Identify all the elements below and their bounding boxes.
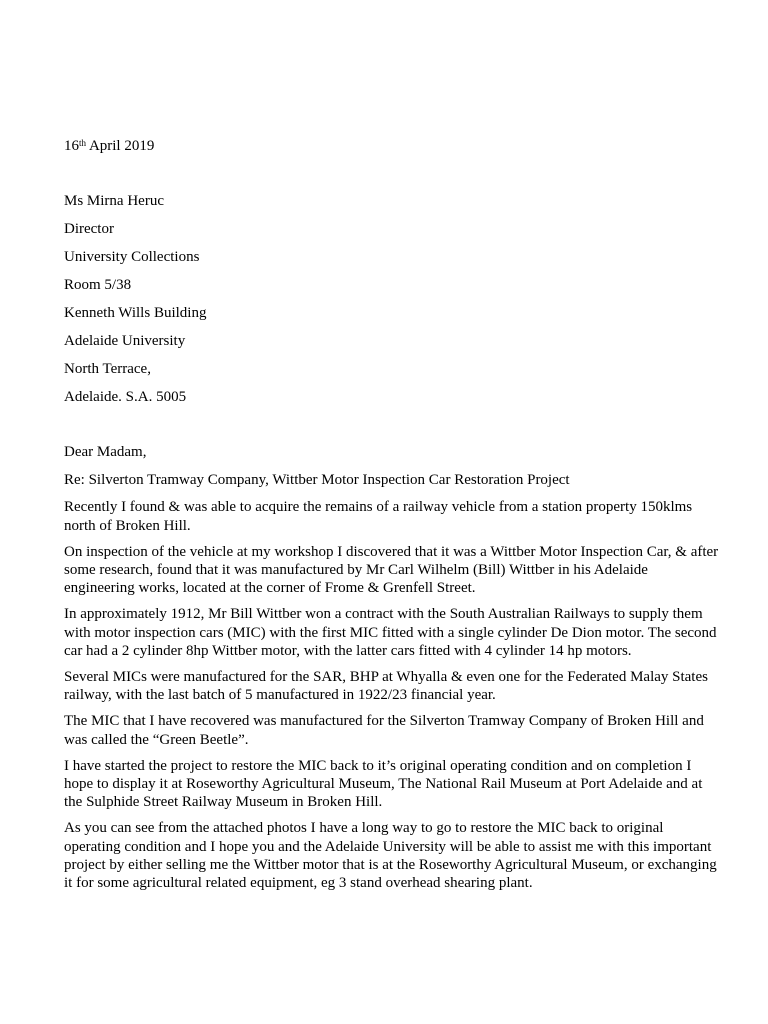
salutation: Dear Madam,	[64, 444, 147, 460]
date-day: 16	[64, 138, 79, 154]
recipient-room: Room 5/38	[64, 277, 132, 293]
date-month-year: April 2019	[86, 138, 155, 154]
body-paragraph: As you can see from the attached photos I have a long way to go to restore the MIC back to original operating condition and I hope you and the Adelaide University will be able to assist me with this important project by either selling me the Wittber motor that is at the Roseworthy Agricultural Museum, or exchanging it for some agricultural related equipment, eg 3 stand overhead shearing plant.	[64, 820, 717, 892]
recipient-address	[64, 192, 206, 416]
recipient-city: Adelaide. S.A. 5005	[64, 389, 187, 405]
recipient-building: Kenneth Wills Building	[64, 305, 207, 321]
date-suffix: th	[79, 138, 87, 148]
recipient-department: University Collections	[64, 249, 200, 265]
recipient-title: Director	[64, 221, 114, 237]
body-paragraph: I have started the project to restore the MIC back to it’s original operating condition and on completion I hope to display it at Roseworthy Agricultural Museum, The National Rail Museum at Port Adelaide and at the Sulphide Street Railway Museum in Broken Hill.	[64, 757, 703, 811]
body-paragraph: Several MICs were manufactured for the SAR, BHP at Whyalla & even one for the Federated Malay States railway, with the last batch of 5 manufactured in 1922/23 financial year.	[64, 669, 708, 704]
body-paragraph: The MIC that I have recovered was manufactured for the Silverton Tramway Company of Broken Hill and was called the “Green Beetle”.	[64, 713, 704, 748]
body-paragraph: Recently I found & was able to acquire the remains of a railway vehicle from a station property 150klms north of Broken Hill.	[64, 499, 693, 534]
body-paragraph: On inspection of the vehicle at my workshop I discovered that it was a Wittber Motor Inspection Car, & after some research, found that it was manufactured by Mr Carl Wilhelm (Bill) Wittber in his Adelaide engineering works, located at the corner of Frome & Grenfell Street.	[64, 543, 719, 597]
body-paragraph: In approximately 1912, Mr Bill Wittber won a contract with the South Australian Railways to supply them with motor inspection cars (MIC) with the first MIC fitted with a single cylinder De Dion motor. The second car had a 2 cylinder 8hp Wittber motor, with the latter cars fitted with 4 cylinder 14 hp motors.	[64, 606, 717, 659]
recipient-institution: Adelaide University	[64, 333, 186, 349]
recipient-street: North Terrace,	[64, 361, 151, 377]
letter-date	[64, 137, 154, 155]
recipient-name: Ms Mirna Heruc	[64, 193, 164, 209]
subject-line: Re: Silverton Tramway Company, Wittber Motor Inspection Car Restoration Project	[64, 472, 570, 489]
letter-body	[64, 443, 720, 900]
